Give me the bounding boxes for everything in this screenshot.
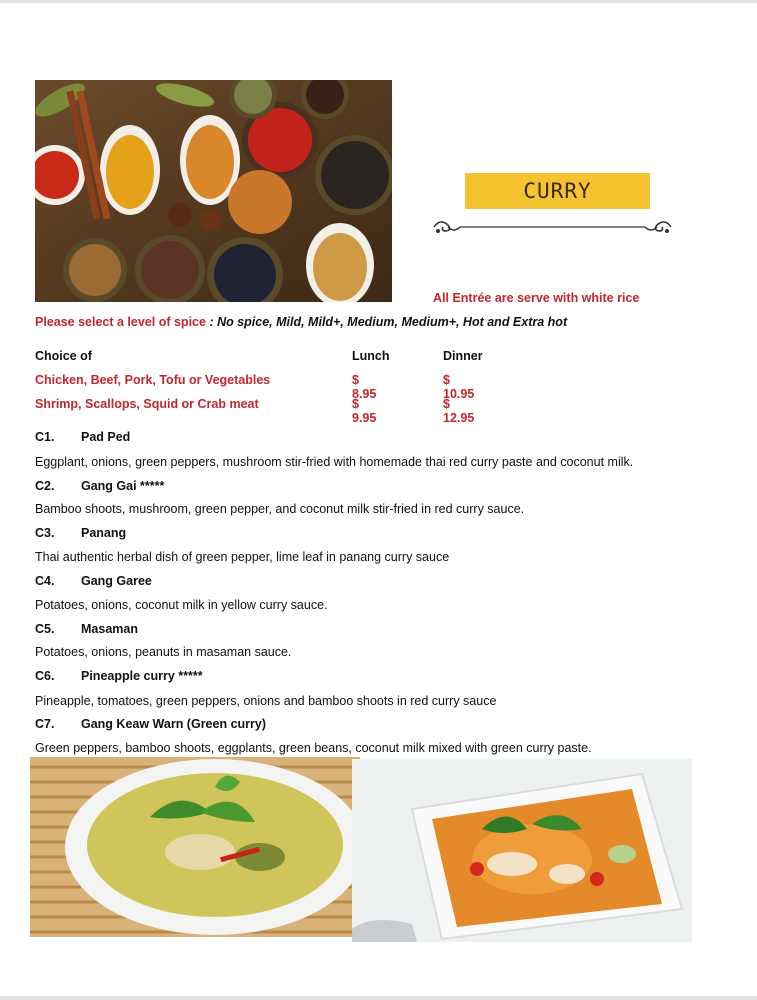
menu-item-desc: Pineapple, tomatoes, green peppers, onions and bamboo shoots in red curry sauce xyxy=(35,694,497,708)
green-curry-photo xyxy=(30,757,360,937)
item-name: Gang Gai ***** xyxy=(81,479,165,493)
item-name: Gang Keaw Warn (Green curry) xyxy=(81,717,266,731)
section-title-banner xyxy=(465,173,650,209)
menu-item-desc: Thai authentic herbal dish of green pepper, lime leaf in panang curry sauce xyxy=(35,550,450,564)
menu-item-title xyxy=(35,526,126,540)
menu-item-title xyxy=(35,669,203,683)
spice-label: Please select a level of spice xyxy=(35,315,206,329)
item-name: Masaman xyxy=(81,622,138,636)
pricing-row xyxy=(35,397,475,425)
pricing-row xyxy=(35,373,475,401)
item-code: C1. xyxy=(35,430,55,444)
choice: Shrimp, Scallops, Squid or Crab meat xyxy=(35,397,259,411)
menu-item-desc: Potatoes, onions, peanuts in masaman sauce. xyxy=(35,645,292,659)
item-code: C2. xyxy=(35,479,55,493)
top-border xyxy=(0,0,757,3)
choice: Chicken, Beef, Pork, Tofu or Vegetables xyxy=(35,373,271,387)
col-choice: Choice of xyxy=(35,349,92,363)
pricing-header xyxy=(35,349,483,363)
menu-item-title xyxy=(35,622,138,636)
item-code: C7. xyxy=(35,717,55,731)
menu-item-desc: Eggplant, onions, green peppers, mushroom stir-fried with homemade thai red curry paste and coconut milk. xyxy=(35,455,634,469)
menu-item-title xyxy=(35,717,266,731)
menu-item-title xyxy=(35,574,152,588)
lunch-price: $ 9.95 xyxy=(352,397,377,425)
dinner-price: $ 12.95 xyxy=(443,397,475,425)
item-name: Pineapple curry ***** xyxy=(81,669,203,683)
menu-item-desc: Bamboo shoots, mushroom, green pepper, and coconut milk stir-fried in red curry sauce. xyxy=(35,502,525,516)
menu-item-desc: Green peppers, bamboo shoots, eggplants, green beans, coconut milk mixed with green curry paste. xyxy=(35,741,592,755)
spice-level-line xyxy=(35,315,567,329)
menu-item-desc: Potatoes, onions, coconut milk in yellow curry sauce. xyxy=(35,598,328,612)
divider-ornament-icon xyxy=(430,216,675,238)
menu-item-title xyxy=(35,430,130,444)
section-title: CURRY xyxy=(523,179,592,203)
spice-levels: : No spice, Mild, Mild+, Medium, Medium+, Hot and Extra hot xyxy=(209,315,568,329)
col-lunch: Lunch xyxy=(352,349,390,363)
item-code: C6. xyxy=(35,669,55,683)
item-code: C5. xyxy=(35,622,55,636)
menu-item-title xyxy=(35,479,164,493)
bottom-border xyxy=(0,996,757,1000)
red-curry-photo xyxy=(352,759,692,942)
item-name: Pad Ped xyxy=(81,430,131,444)
item-code: C3. xyxy=(35,526,55,540)
rice-note: All Entrée are serve with white rice xyxy=(433,291,640,305)
lunch-price: $ 8.95 xyxy=(352,373,377,401)
dinner-price: $ 10.95 xyxy=(443,373,475,401)
item-code: C4. xyxy=(35,574,55,588)
spices-photo xyxy=(35,80,392,302)
col-dinner: Dinner xyxy=(443,349,483,363)
item-name: Panang xyxy=(81,526,127,540)
item-name: Gang Garee xyxy=(81,574,152,588)
